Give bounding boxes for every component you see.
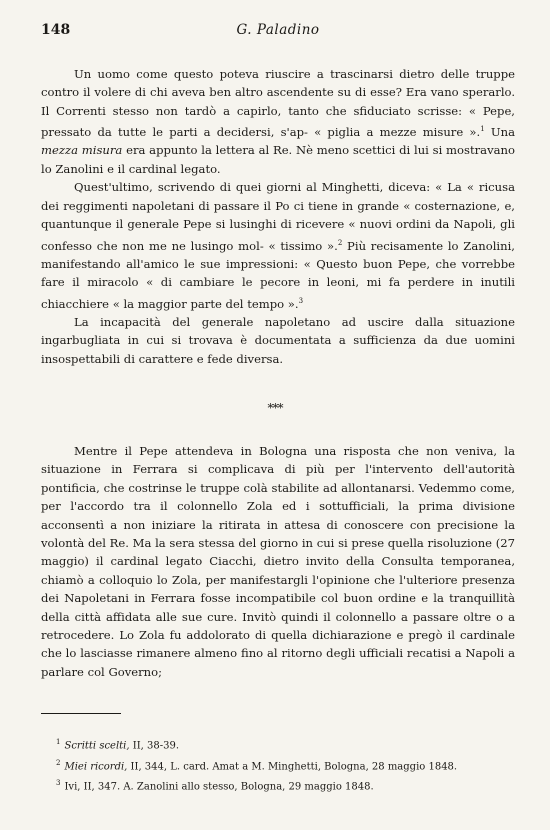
footnote-ref: 1 <box>480 125 485 134</box>
footnote-source: Scritti scelti, <box>64 740 130 752</box>
footnote-text: Ivi, II, 347. A. Zanolini allo stesso, Bologna, 29 maggio 1848. <box>64 781 374 793</box>
paragraph-text: Una <box>484 125 515 140</box>
main-text-upper <box>41 65 515 368</box>
footnote <box>56 734 496 755</box>
page-header <box>41 22 515 44</box>
footnotes <box>56 734 496 796</box>
footnote-ref: 3 <box>298 296 304 305</box>
paragraph-text: Più recisamente lo Zanolini, manifestando all'amico le sue impressioni: « Questo buon Pepe, che vorrebbe fare il miracolo « di cambiare le pecore in leoni, mi fa perdere in inutili chiacchiere « la maggior parte del tempo ». <box>41 238 515 311</box>
footnote-source: Miei ricordi, <box>64 760 128 772</box>
paragraph-text: era appunto la lettera al Re. Nè meno scettici di lui si mostravano lo Zanolini e il cardinal legato. <box>41 143 515 176</box>
paragraph-text: Quest'ultimo, scrivendo di quei giorni al Minghetti, diceva: « La « ricusa dei reggimenti napoletani di passare il Po ci tiene in grande « costernazione, e, quantunque il generale Pepe si lusinghi di ricevere « nuovi ordini da Napoli, gli confesso che non me ne lusingo mol- « tissimo ». <box>41 180 515 253</box>
italic-phrase: mezza misura <box>41 143 123 158</box>
footnote-number: 3 <box>56 779 61 788</box>
footnote-number: 2 <box>56 758 61 767</box>
running-head: G. Paladino <box>236 22 320 38</box>
footnote <box>56 755 496 776</box>
section-asterism: *** <box>267 401 283 415</box>
footnote-divider <box>41 713 121 714</box>
main-text-lower <box>41 442 515 681</box>
footnote-ref: 2 <box>337 238 343 247</box>
paragraph <box>41 65 515 178</box>
paragraph-text: Un uomo come questo poteva riuscire a trascinarsi dietro delle truppe contro il volere di chi aveva ben altro ascendente su di esse? Era vano sperarlo. Il Correnti stesso non tardò a capirlo, tanto che sfiduciato scrisse: « Pepe, pressato da tutte le parti a decidersi, s'ap- « piglia a mezze misure ». <box>41 67 515 140</box>
paragraph: La incapacità del generale napoletano ad uscire dalla situazione ingarbugliata in cui si trovava è documentata a sufficienza da due uomini insospettabili di carattere e fede diversa. <box>41 314 515 366</box>
paragraph <box>41 178 515 313</box>
footnote-number: 1 <box>56 738 61 746</box>
footnote <box>56 775 496 796</box>
paragraph: Mentre il Pepe attendeva in Bologna una risposta che non veniva, la situazione in Ferrara si complicava di più per l'intervento dell'autorità pontificia, che costrinse le truppe colà stabilite ad allontanarsi. Vedemmo come, per l'accordo tra il colonnello Zola ed i sottufficiali, la prima divisione acconsentì a non iniziare la ritirata in attesa di conoscere con precisione la volontà del Re. Ma la sera stessa del giorno in cui si prese quella risoluzione (27 maggio) il cardinal legato Ciacchi, dietro invito della Consulta temporanea, chiamò a colloquio lo Zola, per manifestargli l'opinione che l'ulteriore presenza dei Napoletani in Ferrara fosse incompatibile col buon ordine e la tranquillità della città affidata alle sue cure. Invitò quindi il colonnello a passare oltre o a retrocedere. Lo Zola fu addolorato di quella dichiarazione e pregò il cardinale che lo lasciasse rimanere almeno fino al ritorno degli ufficiali recatisi a Napoli a parlare col Governo; <box>41 444 515 679</box>
footnote-text: II, 38-39. <box>129 740 180 752</box>
footnote-text: II, 344, L. card. Amat a M. Minghetti, Bologna, 28 maggio 1848. <box>127 760 458 772</box>
page-number: 148 <box>41 22 71 38</box>
